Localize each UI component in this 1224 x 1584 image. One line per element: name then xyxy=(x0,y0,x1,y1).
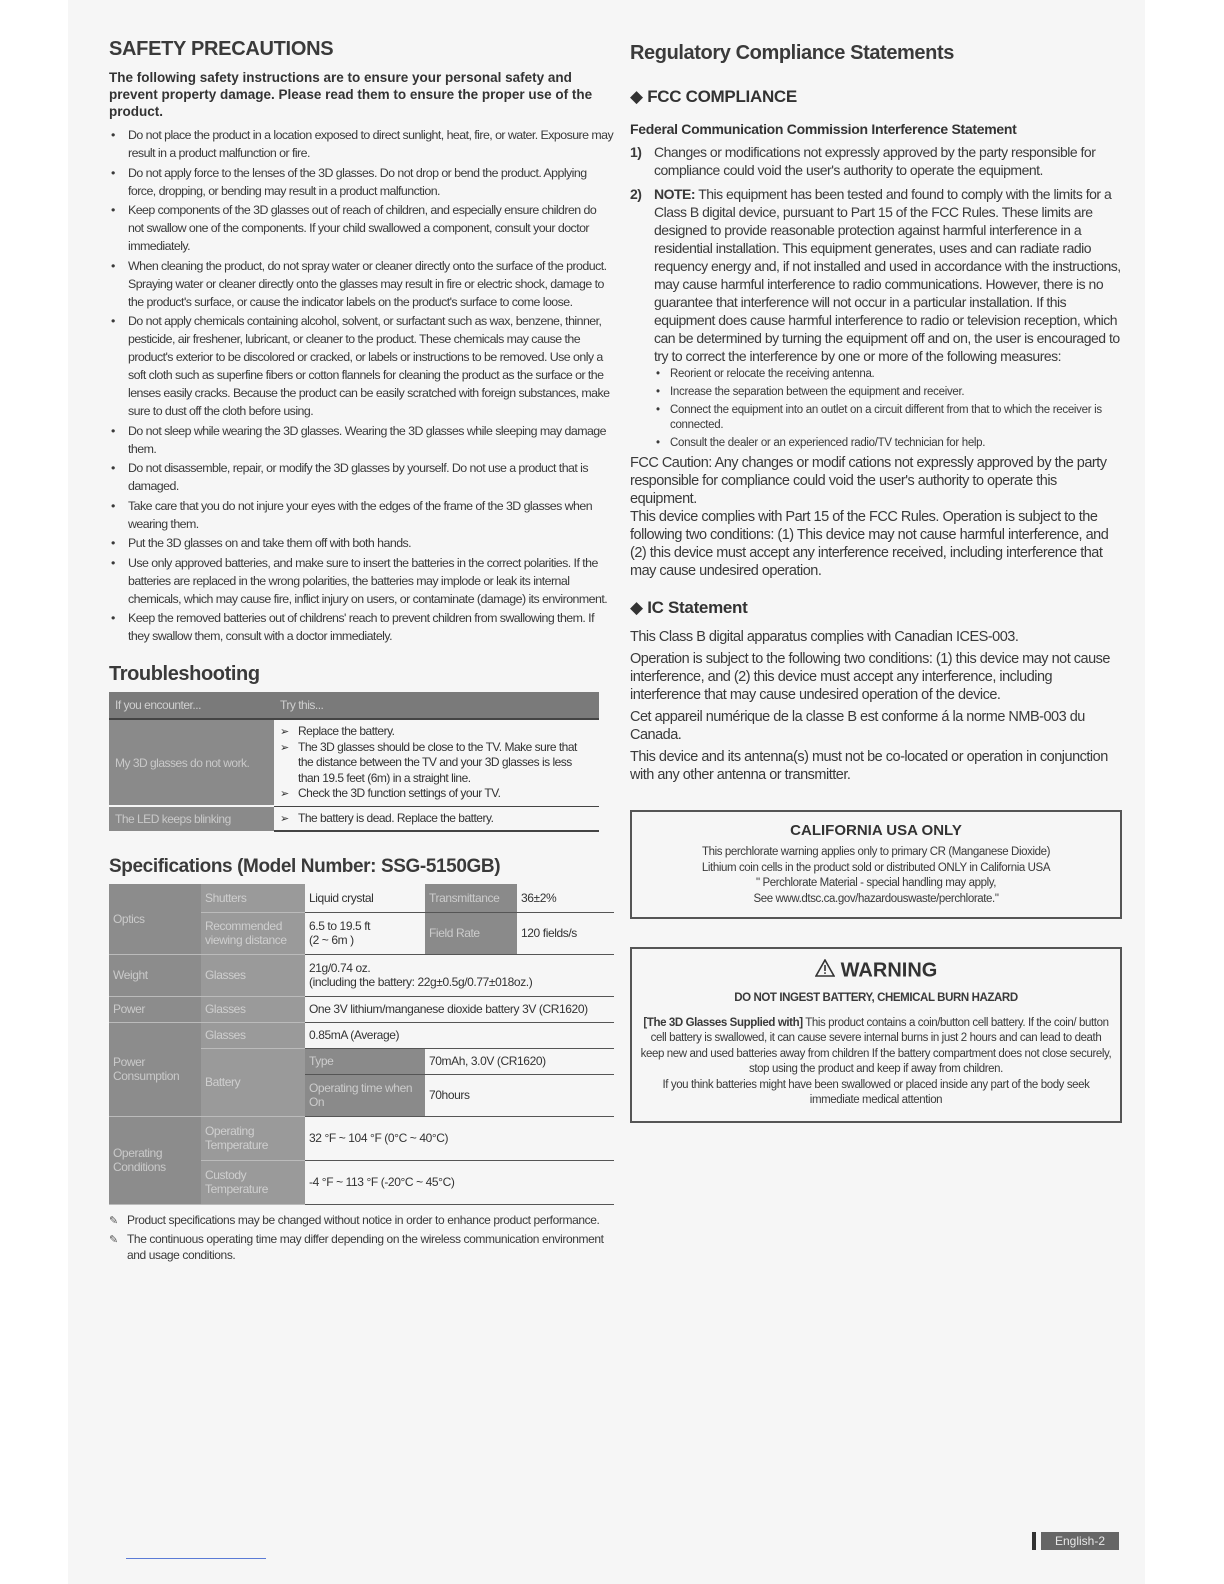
spec-value: One 3V lithium/manganese dioxide battery 3V (CR1620) xyxy=(305,996,614,1022)
spec-label: Type xyxy=(305,1048,425,1074)
note: ✎ Product specifications may be changed without notice in order to enhance product performance. xyxy=(109,1213,614,1229)
item-text: Changes or modifications not expressly approved by the party responsible for compliance could void the user's authority to operate the equipment. xyxy=(654,144,1096,178)
list-item: • Put the 3D glasses on and take them off with both hands. xyxy=(109,534,614,552)
spec-label: Glasses xyxy=(201,1022,305,1048)
item-number: 2) xyxy=(630,186,642,202)
ic-paragraph: Cet appareil numérique de la classe B est conforme á la norme NMB-003 du Canada. xyxy=(630,709,1085,743)
warning-subtitle: DO NOT INGEST BATTERY, CHEMICAL BURN HAZARD xyxy=(734,992,1018,1004)
regulatory-title: Regulatory Compliance Statements xyxy=(630,42,954,64)
ic-paragraph: Operation is subject to the following two conditions: (1) this device may not cause interference, and (2) this device must accept any interference, including interference that may cause undesired operation of the device. xyxy=(630,651,1110,703)
list-item: • Increase the separation between the equipment and receiver. xyxy=(654,385,1122,400)
list-item: • Keep the removed batteries out of childrens' reach to prevent children from swallowing them. If they swallow them, consult with a doctor immediately. xyxy=(109,609,614,645)
california-line: " Perchlorate Material - special handling may apply, xyxy=(755,877,997,889)
safety-intro: The following safety instructions are to ensure your personal safety and prevent property damage. Please read them to ensure the proper use of the product. xyxy=(109,70,593,119)
spec-value: 70mAh, 3.0V (CR1620) xyxy=(425,1048,614,1074)
spec-value: 32 °F ~ 104 °F (0°C ~ 40°C) xyxy=(305,1116,614,1160)
spec-value-line: (2 ~ 6m ) xyxy=(309,933,354,947)
list-item: • Do not sleep while wearing the 3D glasses. Wearing the 3D glasses while sleeping may damage them. xyxy=(109,422,614,458)
warning-triangle-icon xyxy=(815,959,835,983)
troubleshooting-table xyxy=(109,692,599,832)
california-box xyxy=(630,810,1122,919)
page-number-bar xyxy=(1032,1532,1036,1550)
warning-title: WARNING xyxy=(840,959,938,982)
spec-label: Glasses xyxy=(201,996,305,1022)
california-line: See www.dtsc.ca.gov/hazardouswaste/perchlorate." xyxy=(753,892,999,905)
fcc-title: ◆ FCC COMPLIANCE xyxy=(630,87,797,106)
spec-value-line: 6.5 to 19.5 ft xyxy=(309,919,371,933)
list-item: • Do not apply force to the lenses of the 3D glasses. Do not drop or bend the product. Applying force, dropping, or bending may result in a product malfunction. xyxy=(109,164,614,200)
list-item: • Use only approved batteries, and make sure to insert the batteries in the correct polarities. If the batteries are replaced in the wrong polarities, the batteries may implode or leak its internal chemicals, which may cause fire, inflict injury on users, or contaminate (damage) its environment. xyxy=(109,554,614,608)
spec-label: Operating Temperature xyxy=(201,1116,305,1160)
fcc-caution: FCC Caution: Any changes or modif cations not expressly approved by the party responsible for compliance could void the user's authority to operate this equipment. xyxy=(630,455,1107,507)
spec-label: Transmittance xyxy=(425,884,517,912)
fcc-item-1 xyxy=(630,143,1122,179)
spec-notes xyxy=(109,1213,614,1264)
spec-value: 120 fields/s xyxy=(517,912,614,954)
list-item: • Take care that you do not injure your eyes with the edges of the frame of the 3D glasses when wearing them. xyxy=(109,497,614,533)
solution-line: ➢ Check the 3D function settings of your TV. xyxy=(280,786,593,802)
spec-label: Operating time when On xyxy=(305,1074,425,1116)
ic-paragraph: This Class B digital apparatus complies with Canadian ICES-003. xyxy=(630,629,1019,645)
page-number-label: English-2 xyxy=(1041,1532,1119,1550)
problem-cell: The LED keeps blinking xyxy=(109,806,274,831)
solution-cell xyxy=(274,806,599,831)
spec-label: Glasses xyxy=(201,954,305,996)
warning-body-2: If you think batteries might have been swallowed or placed inside any part of the body seek immediate medical attention xyxy=(662,1078,1090,1106)
warning-body xyxy=(640,1016,1112,1078)
item-text: This equipment has been tested and found to comply with the limits for a Class B digital device, pursuant to Part 15 of the FCC Rules. These limits are designed to provide reasonable protection against harmful interference in a residential installation. This equipment generates, uses and can radiate radio requency energy and, if not installed and used in accordance with the instructions, may cause harmful interference to radio communications. However, there is no guarantee that interference will not occur in a particular installation. If this equipment does cause harmful interference to radio or television reception, which can be determined by turning the equipment off and on, the user is encouraged to try to correct the interference by one or more of the following measures: xyxy=(654,186,1121,364)
item-number: 1) xyxy=(630,144,642,160)
solution-cell xyxy=(274,719,599,806)
list-item: • Reorient or relocate the receiving antenna. xyxy=(654,367,1122,382)
spec-value: 70hours xyxy=(425,1074,614,1116)
spec-value: -4 °F ~ 113 °F (-20°C ~ 45°C) xyxy=(305,1160,614,1204)
spec-value: Liquid crystal xyxy=(305,884,425,912)
specs-table xyxy=(109,884,614,1205)
solution-line: ➢ Replace the battery. xyxy=(280,724,593,740)
list-item: • Do not place the product in a location exposed to direct sunlight, heat, fire, or water. Exposure may result in a product malfunction or fire. xyxy=(109,126,614,162)
list-item: • Consult the dealer or an experienced radio/TV technician for help. xyxy=(654,436,1122,451)
spec-label: Battery xyxy=(201,1048,305,1116)
california-title: CALIFORNIA USA ONLY xyxy=(790,822,962,839)
warning-lead: [The 3D Glasses Supplied with] xyxy=(643,1016,803,1029)
spec-value-line: 21g/0.74 oz. xyxy=(309,961,371,975)
solution-line: ➢ The battery is dead. Replace the battery. xyxy=(280,811,593,827)
solution-line: ➢ The 3D glasses should be close to the TV. Make sure that the distance between the TV and your 3D glasses is less than 19.5 feet (6m) in a straight line. xyxy=(280,740,593,787)
troubleshooting-title: Troubleshooting xyxy=(109,663,260,685)
spec-label: Shutters xyxy=(201,884,305,912)
list-item: • Connect the equipment into an outlet on a circuit different from that to which the receiver is connected. xyxy=(654,403,1122,433)
california-line: This perchlorate warning applies only to primary CR (Manganese Dioxide) xyxy=(701,846,1051,858)
california-line: Lithium coin cells in the product sold or distributed ONLY in California USA xyxy=(701,861,1051,874)
ic-title: ◆ IC Statement xyxy=(630,598,748,617)
page-number xyxy=(1032,1532,1119,1550)
table-header: If you encounter... xyxy=(109,692,274,719)
spec-value xyxy=(305,954,614,996)
fcc-subtitle: Federal Communication Commission Interference Statement xyxy=(630,121,1017,137)
spec-category: Operating Conditions xyxy=(109,1116,201,1204)
list-item: • Do not apply chemicals containing alcohol, solvent, or surfactant such as wax, benzene, thinner, pesticide, air freshener, lubricant, or cleaner to the product. These chemicals may cause the product's exterior to be discolored or cracked, or labels or instructions to be removed. Use only a soft cloth such as superfine fibers or cotton flannels for cleaning the product as the surface or the lenses easily cracks. Because the product can be easily scratched with foreign substances, make sure to dust off the cloth before using. xyxy=(109,312,614,420)
left-column xyxy=(109,38,614,1267)
problem-cell: My 3D glasses do not work. xyxy=(109,719,274,806)
decorative-line xyxy=(126,1558,266,1559)
spec-category: Power xyxy=(109,996,201,1022)
measures-list xyxy=(654,367,1122,451)
note-label: NOTE: xyxy=(654,186,696,202)
safety-title: SAFETY PRECAUTIONS xyxy=(109,38,334,60)
safety-list xyxy=(109,126,614,645)
spec-label: Recommended viewing distance xyxy=(201,912,305,954)
spec-value-line: (including the battery: 22g±0.5g/0.77±018oz.) xyxy=(309,975,533,989)
right-column xyxy=(630,38,1122,1123)
warning-text: This product contains a coin/button cell battery. If the coin/ button cell battery is swallowed, it can cause severe internal burns in just 2 hours and can lead to death keep new and used batteries away from children If the battery compartment does not close securely, stop using the product and keep if away from children. xyxy=(640,1016,1112,1075)
warning-heading xyxy=(640,959,1112,983)
spec-value: 36±2% xyxy=(517,884,614,912)
ic-paragraph: This device and its antenna(s) must not be co-located or operation in conjunction with any other antenna or transmitter. xyxy=(630,749,1108,783)
spec-label: Custody Temperature xyxy=(201,1160,305,1204)
spec-value: 0.85mA (Average) xyxy=(305,1022,614,1048)
list-item: • Keep components of the 3D glasses out of reach of children, and especially ensure children do not swallow one of the components. If your child swallowed a component, consult your doctor immediately. xyxy=(109,201,614,255)
table-header: Try this... xyxy=(274,692,599,719)
warning-box xyxy=(630,947,1122,1123)
fcc-part15: This device complies with Part 15 of the FCC Rules. Operation is subject to the following two conditions: (1) This device may not cause harmful interference, and (2) this device must accept any interference received, including interference that may cause undesired operation. xyxy=(630,509,1109,579)
note: ✎ The continuous operating time may differ depending on the wireless communication environment and usage conditions. xyxy=(109,1232,614,1263)
spec-category: Power Consumption xyxy=(109,1022,201,1116)
specs-title: Specifications (Model Number: SSG-5150GB) xyxy=(109,856,501,877)
spec-category: Optics xyxy=(109,884,201,954)
list-item: • Do not disassemble, repair, or modify the 3D glasses by yourself. Do not use a product that is damaged. xyxy=(109,459,614,495)
list-item: • When cleaning the product, do not spray water or cleaner directly onto the surface of the product. Spraying water or cleaner directly onto the glasses may result in fire or electric shock, damage to the product's surface, or cause the indicator labels on the product's surface to come loose. xyxy=(109,257,614,311)
spec-category: Weight xyxy=(109,954,201,996)
fcc-item-2 xyxy=(630,185,1122,365)
spec-value xyxy=(305,912,425,954)
spec-label: Field Rate xyxy=(425,912,517,954)
